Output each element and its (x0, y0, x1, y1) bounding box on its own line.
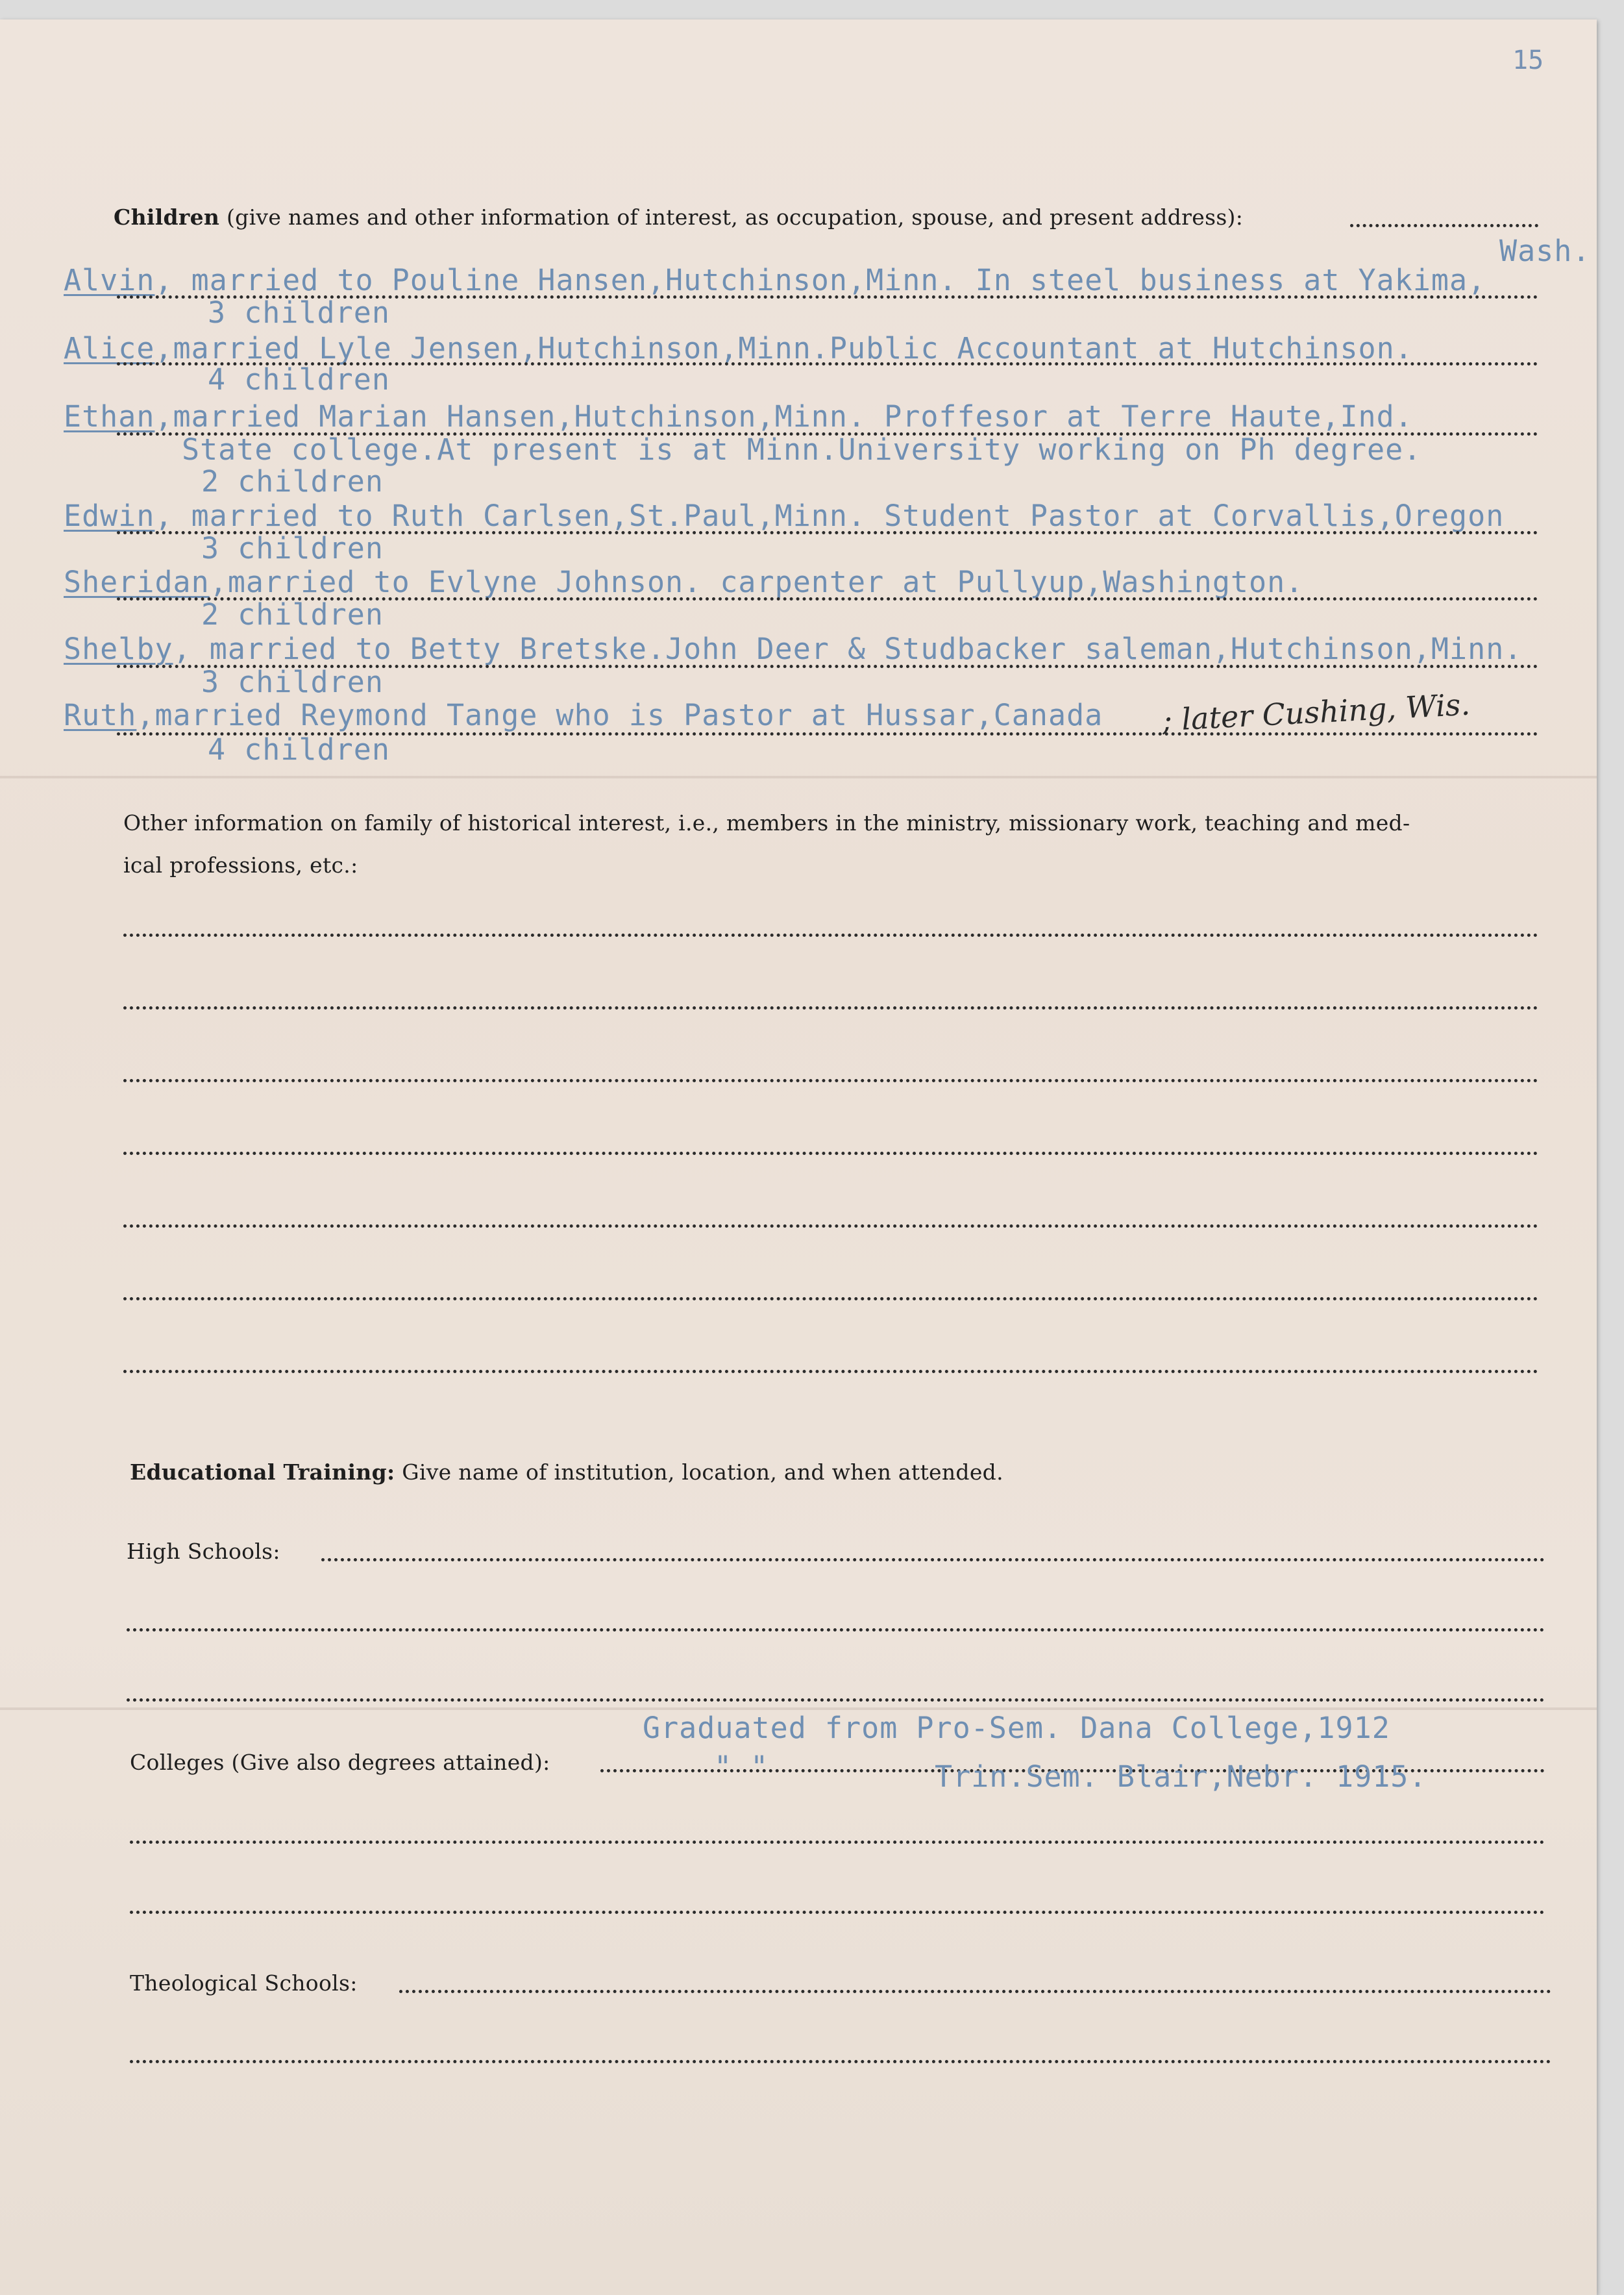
answer-line (1350, 224, 1538, 227)
other-info-label: Other information on family of historical interest, i.e., members in the ministry, missionary work, teaching and med- (123, 810, 1410, 836)
education-title: Educational Training: Give name of institution, location, and when attended. (130, 1459, 1003, 1485)
paper-fold (0, 776, 1597, 778)
answer-line (399, 1990, 1551, 1993)
answer-line (123, 1006, 1538, 1010)
answer-line (123, 1152, 1538, 1155)
child-entry-ethan-cont: State college.At present is at Minn.University working on Ph degree. (182, 432, 1422, 467)
child-entry-alvin: Alvin, married to Pouline Hansen,Hutchinson,Minn. In steel business at Yakima, (64, 263, 1486, 297)
child-entry-edwin: Edwin, married to Ruth Carlsen,St.Paul,Minn. Student Pastor at Corvallis,Oregon (64, 499, 1505, 533)
child-count: 4 children (208, 362, 390, 397)
college-entry: Trin.Sem. Blair,Nebr. 1915. (935, 1759, 1427, 1794)
colleges-label: Colleges (Give also degrees attained): (130, 1750, 550, 1775)
child-count: 3 children (201, 665, 384, 699)
child-extra-text: Wash. (1499, 234, 1591, 268)
child-count: 3 children (201, 531, 384, 565)
page-mark: 15 (1512, 45, 1544, 75)
answer-line (123, 1297, 1538, 1300)
child-count: 2 children (201, 464, 384, 499)
answer-line (130, 1841, 1545, 1844)
child-count: 2 children (201, 597, 384, 632)
child-entry-ruth: Ruth,married Reymond Tange who is Pastor at Hussar,Canada (64, 698, 1103, 732)
document-page (0, 19, 1597, 2295)
answer-line (123, 1079, 1538, 1082)
handwritten-note: ; later Cushing, Wis. (1161, 686, 1471, 738)
college-ditto: " " (714, 1750, 769, 1784)
answer-line (123, 1370, 1538, 1373)
children-label: Children (give names and other information of interest, as occupation, spouse, and present address): (114, 205, 1244, 230)
other-info-label-cont: ical professions, etc.: (123, 852, 358, 878)
answer-line (127, 1628, 1545, 1631)
answer-line (127, 1698, 1545, 1702)
paper-fold (0, 1707, 1597, 1710)
answer-line (130, 2060, 1551, 2063)
child-entry-sheridan: Sheridan,married to Evlyne Johnson. carpenter at Pullyup,Washington. (64, 565, 1304, 599)
answer-line (130, 1911, 1545, 1914)
answer-line (123, 934, 1538, 937)
child-count: 4 children (208, 732, 390, 767)
answer-line (123, 1224, 1538, 1228)
child-entry-shelby: Shelby, married to Betty Bretske.John Deer & Studbacker saleman,Hutchinson,Minn. (64, 632, 1523, 666)
theological-label: Theological Schools: (130, 1970, 358, 1996)
child-count: 3 children (208, 295, 390, 330)
child-entry-ethan: Ethan,married Marian Hansen,Hutchinson,Minn. Proffesor at Terre Haute,Ind. (64, 399, 1413, 434)
high-schools-label: High Schools: (127, 1539, 280, 1564)
child-entry-alice: Alice,married Lyle Jensen,Hutchinson,Minn.Public Accountant at Hutchinson. (64, 331, 1413, 366)
answer-line (321, 1558, 1545, 1561)
college-entry: Graduated from Pro-Sem. Dana College,1912 (643, 1711, 1390, 1745)
